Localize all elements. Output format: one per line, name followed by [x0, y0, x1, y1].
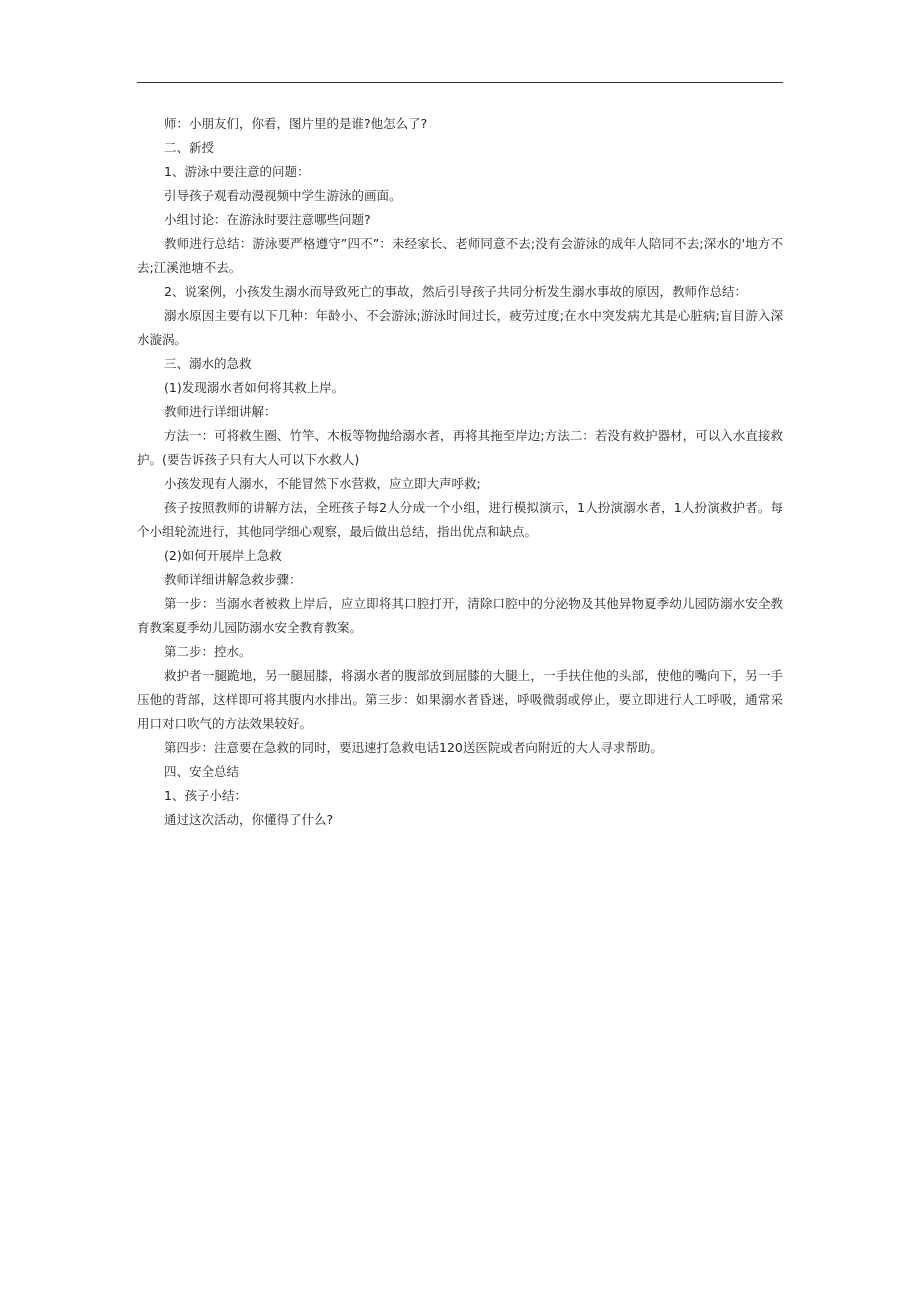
header-rule — [137, 82, 783, 83]
paragraph: 2、说案例，小孩发生溺水而导致死亡的事故，然后引导孩子共同分析发生溺水事故的原因，教师作总结： — [164, 284, 747, 299]
paragraph: 小孩发现有人溺水，不能冒然下水营救，应立即大声呼救; — [164, 476, 481, 491]
paragraph: 第四步：注意要在急救的同时，要迅速打急救电话120送医院或者向附近的大人寻求帮助。 — [164, 740, 663, 755]
subheading: 1、游泳中要注意的问题： — [164, 164, 310, 179]
paragraph: 引导孩子观看动漫视频中学生游泳的画面。 — [164, 188, 402, 203]
paragraph: 第一步：当溺水者被救上岸后，应立即将其口腔打开，清除口腔中的分泌物及其他异物夏季幼儿园防溺水安全教育教案夏季幼儿园防溺水安全教育教案。 — [137, 596, 783, 635]
subheading: (1)发现溺水者如何将其救上岸。 — [164, 380, 345, 395]
paragraph: 教师进行总结：游泳要严格遵守”四不”：未经家长、老师同意不去;没有会游泳的成年人陪同不去;深水的'地方不去;江溪池塘不去。 — [137, 236, 783, 275]
section-heading: 四、安全总结 — [164, 764, 240, 779]
paragraph: 通过这次活动，你懂得了什么? — [164, 812, 334, 827]
section-heading: 三、溺水的急救 — [164, 356, 252, 371]
subheading: 1、孩子小结： — [164, 788, 247, 803]
subheading: (2)如何开展岸上急救 — [164, 548, 282, 563]
paragraph: 第二步：控水。 — [164, 644, 252, 659]
paragraph: 溺水原因主要有以下几种：年龄小、不会游泳;游泳时间过长，疲劳过度;在水中突发病尤其是心脏病;盲目游入深水漩涡。 — [137, 308, 783, 347]
paragraph: 师：小朋友们，你看，图片里的是谁?他怎么了? — [164, 116, 428, 131]
paragraph: 孩子按照教师的讲解方法，全班孩子每2人分成一个小组，进行模拟演示，1人扮演溺水者，1人扮演救护者。每个小组轮流进行，其他同学细心观察，最后做出总结，指出优点和缺点。 — [137, 500, 783, 539]
paragraph: 救护者一腿跪地，另一腿屈膝，将溺水者的腹部放到屈膝的大腿上，一手扶住他的头部，使他的嘴向下，另一手压他的背部，这样即可将其腹内水排出。第三步：如果溺水者昏迷，呼吸微弱或停止，要立即进行人工呼吸，通常采用口对口吹气的方法效果较好。 — [137, 668, 783, 731]
paragraph: 教师进行详细讲解： — [164, 404, 277, 419]
paragraph: 小组讨论：在游泳时要注意哪些问题? — [164, 212, 371, 227]
paragraph: 方法一：可将救生圈、竹竿、木板等物抛给溺水者，再将其拖至岸边;方法二：若没有救护器材，可以入水直接救护。(要告诉孩子只有大人可以下水救人) — [137, 428, 783, 467]
paragraph: 教师详细讲解急救步骤： — [164, 572, 302, 587]
section-heading: 二、新授 — [164, 140, 215, 155]
document-body — [137, 112, 783, 832]
